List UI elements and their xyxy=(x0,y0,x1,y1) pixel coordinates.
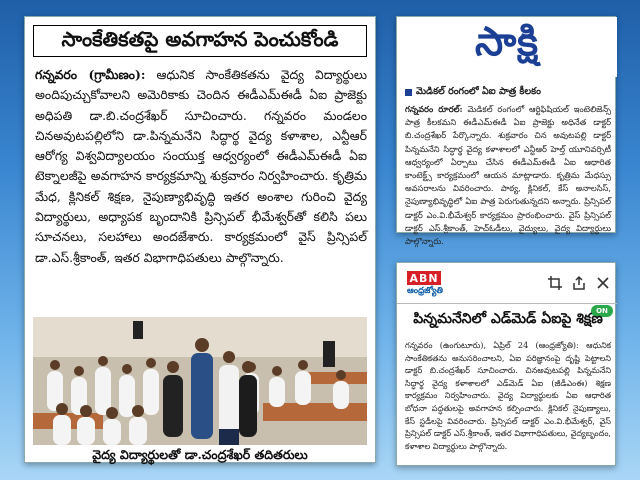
andhrajyothi-logo: ఆంధ్రజ్యోతి xyxy=(407,286,443,296)
article-text: ఆధునిక సాంకేతికతను వైద్య విద్యార్థులు అందిపుచ్చుకోవాలని అమెరికాకు చెందిన ఈడీఎమ్‌ఈడీ ఏఐ ప్రాజెక్టు అధిపతి డా.బి.చంద్రశేఖర్ సూచించారు. గన్నవరం మండలం చినఅవుటపల్లిలోని డా.పిన్నమనేని సిద్ధార్థ వైద్య కళాశాల, ఎన్టీఆర్ ఆరోగ్య విశ్వవిద్యాలయం సంయుక్త ఆధ్వర్యంలో ఈడీఎమ్‌ఈడీ ఏఐ టెక్నాలజీపై అవగాహన కార్యక్రమాన్ని శుక్రవారం నిర్వహించారు. కృత్రిమ మేధ, క్లినికల్ శిక్షణ, నైపుణ్యాభివృద్ధి ఇతర అంశాల గురించి వైద్య విద్యార్థులు, అధ్యాపక బృందానికి ప్రిన్సిపల్ భీమేశ్వర్‌తో కలిసి పలు సూచనలు, సలహాలు అందజేశారు. కార్యక్రమంలో వైస్ ప్రిన్సిపల్ డా.ఎస్.శ్రీకాంత్, ఇతర విభాగాధిపతులు పాల్గొన్నారు. xyxy=(35,67,367,265)
bullet-square-icon xyxy=(405,89,412,96)
sakshi-logo: సాక్షి xyxy=(474,19,540,65)
headline: సాంకేతికతపై అవగాహన పెంచుకోండి xyxy=(33,25,367,57)
photo-caption: వైద్య విద్యార్థులతో డా.చంద్రశేఖర్ తదితరులు xyxy=(92,447,308,462)
share-icon[interactable] xyxy=(569,273,589,293)
group-photo xyxy=(33,317,367,445)
subheadline xyxy=(405,85,611,99)
article-body: గన్నవరం (ఉంగుటూరు), ఏప్రిల్ 24 (ఆంధ్రజ్యోతి): ఆధునిక సాంకేతికతను అనుసరించాలని, ఏఐ పరిజ్ఞానంపై దృష్టి పెట్టాలని డాక్టర్ బి.చంద్రశేఖర్ సూచించారు. చినఅవుటపల్లి పిన్నమనేని సిద్ధార్థ వైద్య కళాశాలలో ఎడ్‌మెడ్ ఏఐ (జీడీఎంఈ) శిక్షణ కార్యక్రమం నిర్వహించారు. వైద్య విద్యార్థులకు ఏఐ ఆధారిత బోధనా పద్ధతులపై అవగాహన కల్పించారు. క్లినికల్ నైపుణ్యాలు, కేస్ స్టడీలపై వివరించారు. ప్రిన్సిపల్ డాక్టర్ ఎం.వి.భీమేశ్వర్, వైస్ ప్రిన్సిపల్ డాక్టర్ ఎస్.శ్రీకాంత్, ఇతర విభాగాధిపతులు, వైద్యబృందం, కళాశాల విద్యార్థులు పాల్గొన్నారు. xyxy=(405,340,611,451)
newspaper-clipping-sakshi xyxy=(396,16,616,247)
on-badge: ON xyxy=(591,305,613,317)
dateline: గన్నవరం (గ్రామీణం): xyxy=(35,67,146,82)
masthead xyxy=(405,269,611,315)
masthead xyxy=(397,17,617,77)
crop-icon[interactable] xyxy=(545,273,565,293)
subheadline-text: మెడికల్ రంగంలో ఏఐ పాత్ర కీలకం xyxy=(416,85,541,97)
article-body xyxy=(405,103,612,247)
classroom-photo-illustration xyxy=(33,317,367,445)
close-icon[interactable] xyxy=(593,273,613,293)
newspaper-clipping-abn xyxy=(396,262,616,466)
article-text: మెడికల్ రంగంలో ఆర్టిఫిషియల్ ఇంటెలిజెన్స్ పాత్ర కీలకమని ఈడీఎమ్‌ఈడీ ఏఐ ప్రాజెక్టు అధినేత డాక్టర్ బి.చంద్రశేఖర్ పేర్కొన్నారు. శుక్రవారం చిన అవుటపల్లి డాక్టర్ పిన్నమనేని సిద్ధార్థ వైద్య కళాశాలలో ఎన్టీఆర్ హెల్త్ యూనివర్సిటీ ఆధ్వర్యంలో ఏర్పాటు చేసిన ఈడీఎమ్‌ఈడీ ఏఐ ఆధారిత కాంటెక్ట్స్ కార్యక్రమంలో ఆయన మాట్లాడారు. కృత్రిమ మేధస్సు అవసరాలను వివరించారు. పాఠ్య, క్లినికల్, కేస్ అనాలసిస్, నైపుణ్యాభివృద్ధిలో ఏఐ పాత్ర పెరుగుతున్నదని అన్నారు. ప్రిన్సిపల్ డాక్టర్ ఎం.వి.భీమేశ్వర్ కార్యక్రమం ప్రారంభించారు. వైస్ ప్రిన్సిపల్ డాక్టర్ ఎస్.శ్రీకాంత్, హెచ్‌ఓడీలు, వైద్యులు, వైద్య విద్యార్థులు పాల్గొన్నారు. xyxy=(405,104,612,247)
headline: పిన్నమనేనిలో ఎడ్‌మెడ్ ఏఐపై శిక్షణ xyxy=(413,311,603,327)
newspaper-clipping-left xyxy=(24,16,376,463)
dateline: గన్నవరం రూరల్: xyxy=(405,104,463,114)
divider xyxy=(397,303,617,304)
article-body xyxy=(35,65,367,311)
abn-logo: ABN xyxy=(407,271,441,285)
